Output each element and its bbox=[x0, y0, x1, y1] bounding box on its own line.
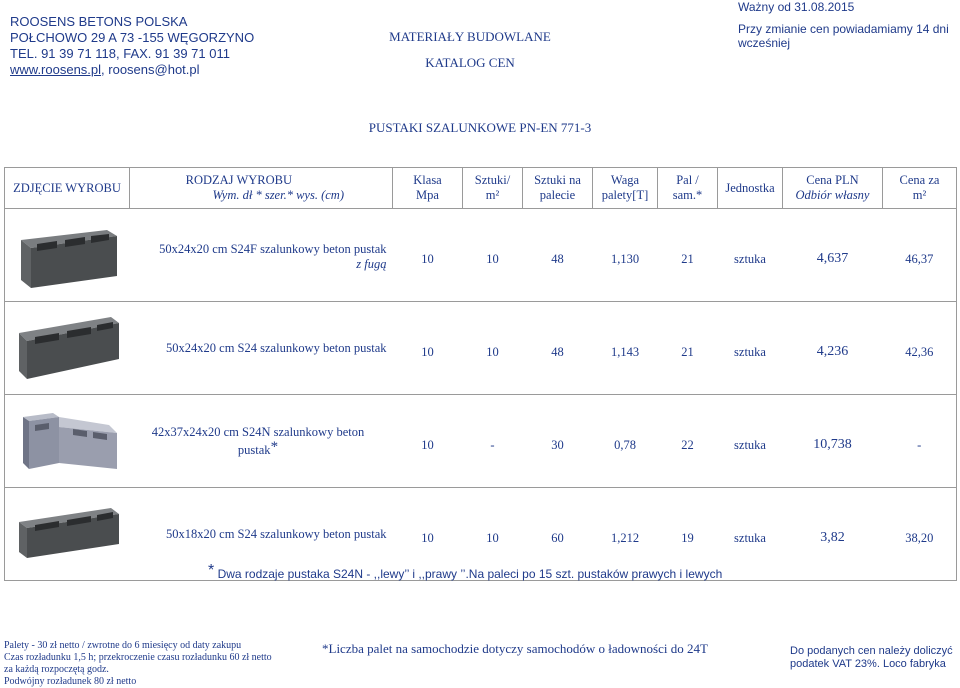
pustak-s24f-image bbox=[5, 209, 130, 302]
cell-class: 10 bbox=[393, 395, 463, 488]
category-title: MATERIAŁY BUDOWLANE bbox=[389, 29, 551, 44]
cell-price: 4,236 bbox=[783, 302, 883, 395]
cell-unit: sztuka bbox=[718, 395, 783, 488]
footer-unloading: Czas rozładunku 1,5 h; przekroczenie czasu rozładunku 60 zł netto bbox=[4, 652, 272, 663]
cell-class: 10 bbox=[393, 488, 463, 581]
cell-weight: 1,212 bbox=[593, 488, 658, 581]
product-name: 42x37x24x20 cm S24N szalunkowy beton pustak* bbox=[130, 395, 393, 488]
product-name: 50x24x20 cm S24F szalunkowy beton pustak z fugą bbox=[130, 209, 393, 302]
footer-vat: Do podanych cen należy doliczyć podatek VAT 23%. Loco fabryka bbox=[790, 645, 953, 670]
valid-from: Ważny od 31.08.2015 bbox=[738, 0, 855, 14]
footnote-star: * bbox=[270, 438, 279, 455]
cell-unit: sztuka bbox=[718, 488, 783, 581]
cell-class: 10 bbox=[393, 209, 463, 302]
cell-price-m2: 38,20 bbox=[883, 488, 957, 581]
cell-weight: 1,143 bbox=[593, 302, 658, 395]
footer-per-hour: za każdą rozpoczętą godz. bbox=[4, 664, 109, 675]
pustak-s24n-corner-image bbox=[5, 395, 130, 488]
col-class: Klasa Mpa bbox=[393, 168, 463, 209]
catalog-heading bbox=[360, 24, 580, 76]
cell-price-m2: 42,36 bbox=[883, 302, 957, 395]
cell-price-m2: - bbox=[883, 395, 957, 488]
cell-price: 4,637 bbox=[783, 209, 883, 302]
cell-pieces-pallet: 48 bbox=[523, 209, 593, 302]
col-pieces-pallet: Sztuki na palecie bbox=[523, 168, 593, 209]
cell-unit: sztuka bbox=[718, 302, 783, 395]
cell-class: 10 bbox=[393, 302, 463, 395]
cell-pallets: 22 bbox=[658, 395, 718, 488]
table-row bbox=[5, 395, 957, 488]
col-product: RODZAJ WYROBU Wym. dł * szer.* wys. (cm) bbox=[130, 168, 393, 209]
price-notice: Przy zmianie cen powiadamiamy 14 dni wcześniej bbox=[738, 22, 949, 50]
table-header bbox=[5, 168, 957, 209]
company-contact bbox=[10, 62, 254, 78]
cell-unit: sztuka bbox=[718, 209, 783, 302]
col-price-m2: Cena za m² bbox=[883, 168, 957, 209]
validity-info bbox=[738, 0, 958, 50]
pustak-s18-image bbox=[5, 488, 130, 581]
col-pallets: Pal / sam.* bbox=[658, 168, 718, 209]
company-name: ROOSENS BETONS POLSKA bbox=[10, 14, 188, 29]
cell-weight: 0,78 bbox=[593, 395, 658, 488]
cell-pieces-m2: - bbox=[463, 395, 523, 488]
company-email: , roosens@hot.pl bbox=[101, 62, 200, 77]
footer-double-unloading: Podwójny rozładunek 80 zł netto bbox=[4, 676, 137, 687]
cell-weight: 1,130 bbox=[593, 209, 658, 302]
pustak-s24-image bbox=[5, 302, 130, 395]
footnote-star: * bbox=[208, 562, 215, 579]
company-phone: TEL. 91 39 71 118, FAX. 91 39 71 011 bbox=[10, 46, 230, 61]
footer-pallets: Palety - 30 zł netto / zwrotne do 6 miesięcy od daty zakupu bbox=[4, 640, 242, 651]
cell-price: 10,738 bbox=[783, 395, 883, 488]
col-price: Cena PLN Odbiór własny bbox=[783, 168, 883, 209]
cell-pieces-pallet: 30 bbox=[523, 395, 593, 488]
catalog-title: KATALOG CEN bbox=[425, 55, 515, 70]
cell-pieces-pallet: 48 bbox=[523, 302, 593, 395]
product-name: 50x18x20 cm S24 szalunkowy beton pustak bbox=[130, 488, 393, 581]
company-address: POŁCHOWO 29 A 73 -155 WĘGORZYNO bbox=[10, 30, 255, 45]
cell-price-m2: 46,37 bbox=[883, 209, 957, 302]
cell-pallets: 19 bbox=[658, 488, 718, 581]
company-info bbox=[10, 14, 254, 78]
cell-pallets: 21 bbox=[658, 302, 718, 395]
footnote-text: Dwa rodzaje pustaka S24N - ,,lewy’’ i ,,prawy ’’.Na paleci po 15 szt. pustaków prawych i lewych bbox=[214, 567, 723, 581]
footer-terms bbox=[4, 640, 272, 688]
col-pieces-m2: Sztuki/ m² bbox=[463, 168, 523, 209]
page-title: PUSTAKI SZALUNKOWE PN-EN 771-3 bbox=[368, 120, 592, 135]
cell-pallets: 21 bbox=[658, 209, 718, 302]
col-weight: Waga palety[T] bbox=[593, 168, 658, 209]
table-row bbox=[5, 209, 957, 302]
product-name: 50x24x20 cm S24 szalunkowy beton pustak bbox=[130, 302, 393, 395]
cell-price: 3,82 bbox=[783, 488, 883, 581]
table-row bbox=[5, 302, 957, 395]
cell-pieces-pallet: 60 bbox=[523, 488, 593, 581]
col-unit: Jednostka bbox=[718, 168, 783, 209]
col-photo: ZDJĘCIE WYROBU bbox=[5, 168, 130, 209]
cell-pieces-m2: 10 bbox=[463, 209, 523, 302]
cell-pieces-m2: 10 bbox=[463, 488, 523, 581]
price-table bbox=[4, 167, 957, 581]
footnote bbox=[208, 562, 722, 581]
footer-truck-note: *Liczba palet na samochodzie dotyczy samochodów o ładowności do 24T bbox=[322, 641, 708, 656]
cell-pieces-m2: 10 bbox=[463, 302, 523, 395]
website-link[interactable]: www.roosens.pl bbox=[10, 62, 102, 77]
